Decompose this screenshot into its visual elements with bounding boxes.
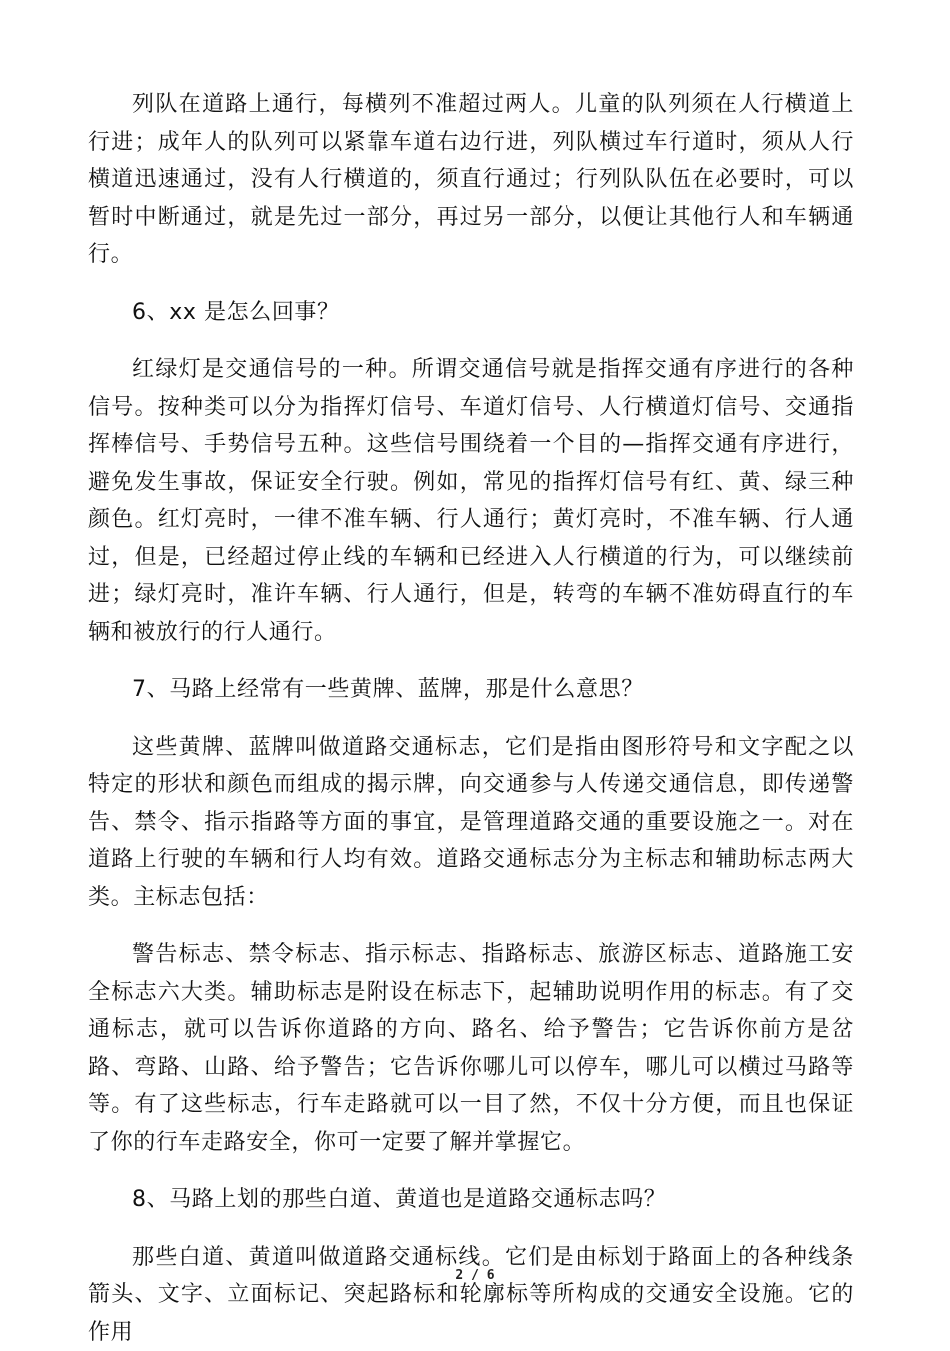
question-heading-6: 6、xx 是怎么回事？ <box>88 294 854 332</box>
document-body <box>88 86 854 1351</box>
paragraph-traffic-lights: 红绿灯是交通信号的一种。所谓交通信号就是指挥交通有序进行的各种信号。按种类可以分为指挥灯信号、车道灯信号、人行横道灯信号、交通指挥棒信号、手势信号五种。这些信号围绕着一个目的—指挥交通有序进行，避免发生事故，保证安全行驶。例如，常见的指挥灯信号有红、黄、绿三种颜色。红灯亮时，一律不准车辆、行人通行；黄灯亮时，不准车辆、行人通过，但是，已经超过停止线的车辆和已经进入人行横道的行为，可以继续前进；绿灯亮时，准许车辆、行人通行，但是，转弯的车辆不准妨碍直行的车辆和被放行的行人通行。 <box>88 351 854 651</box>
question-heading-8: 8、马路上划的那些白道、黄道也是道路交通标志吗？ <box>88 1181 854 1219</box>
paragraph-road-markings: 那些白道、黄道叫做道路交通标线。它们是由标划于路面上的各种线条箭头、文字、立面标记、突起路标和轮廓标等所构成的交通安全设施。它的作用 <box>88 1239 854 1351</box>
question-heading-7: 7、马路上经常有一些黄牌、蓝牌，那是什么意思？ <box>88 671 854 709</box>
paragraph-sign-categories: 警告标志、禁令标志、指示标志、指路标志、旅游区标志、道路施工安全标志六大类。辅助标志是附设在标志下，起辅助说明作用的标志。有了交通标志，就可以告诉你道路的方向、路名、给予警告；它告诉你前方是岔路、弯路、山路、给予警告；它告诉你哪儿可以停车，哪儿可以横过马路等等。有了这些标志，行车走路就可以一目了然，不仅十分方便，而且也保证了你的行车走路安全，你可一定要了解并掌握它。 <box>88 936 854 1161</box>
paragraph-traffic-signs: 这些黄牌、蓝牌叫做道路交通标志，它们是指由图形符号和文字配之以特定的形状和颜色而组成的揭示牌，向交通参与人传递交通信息，即传递警告、禁令、指示指路等方面的事宜，是管理道路交通的重要设施之一。对在道路上行驶的车辆和行人均有效。道路交通标志分为主标志和辅助标志两大类。主标志包括： <box>88 729 854 917</box>
page-number: 2 / 6 <box>0 1268 950 1283</box>
paragraph-pedestrian-columns: 列队在道路上通行，每横列不准超过两人。儿童的队列须在人行横道上行进；成年人的队列可以紧靠车道右边行进，列队横过车行道时，须从人行横道迅速通过，没有人行横道的，须直行通过；行列队队伍在必要时，可以暂时中断通过，就是先过一部分，再过另一部分，以便让其他行人和车辆通行。 <box>88 86 854 274</box>
